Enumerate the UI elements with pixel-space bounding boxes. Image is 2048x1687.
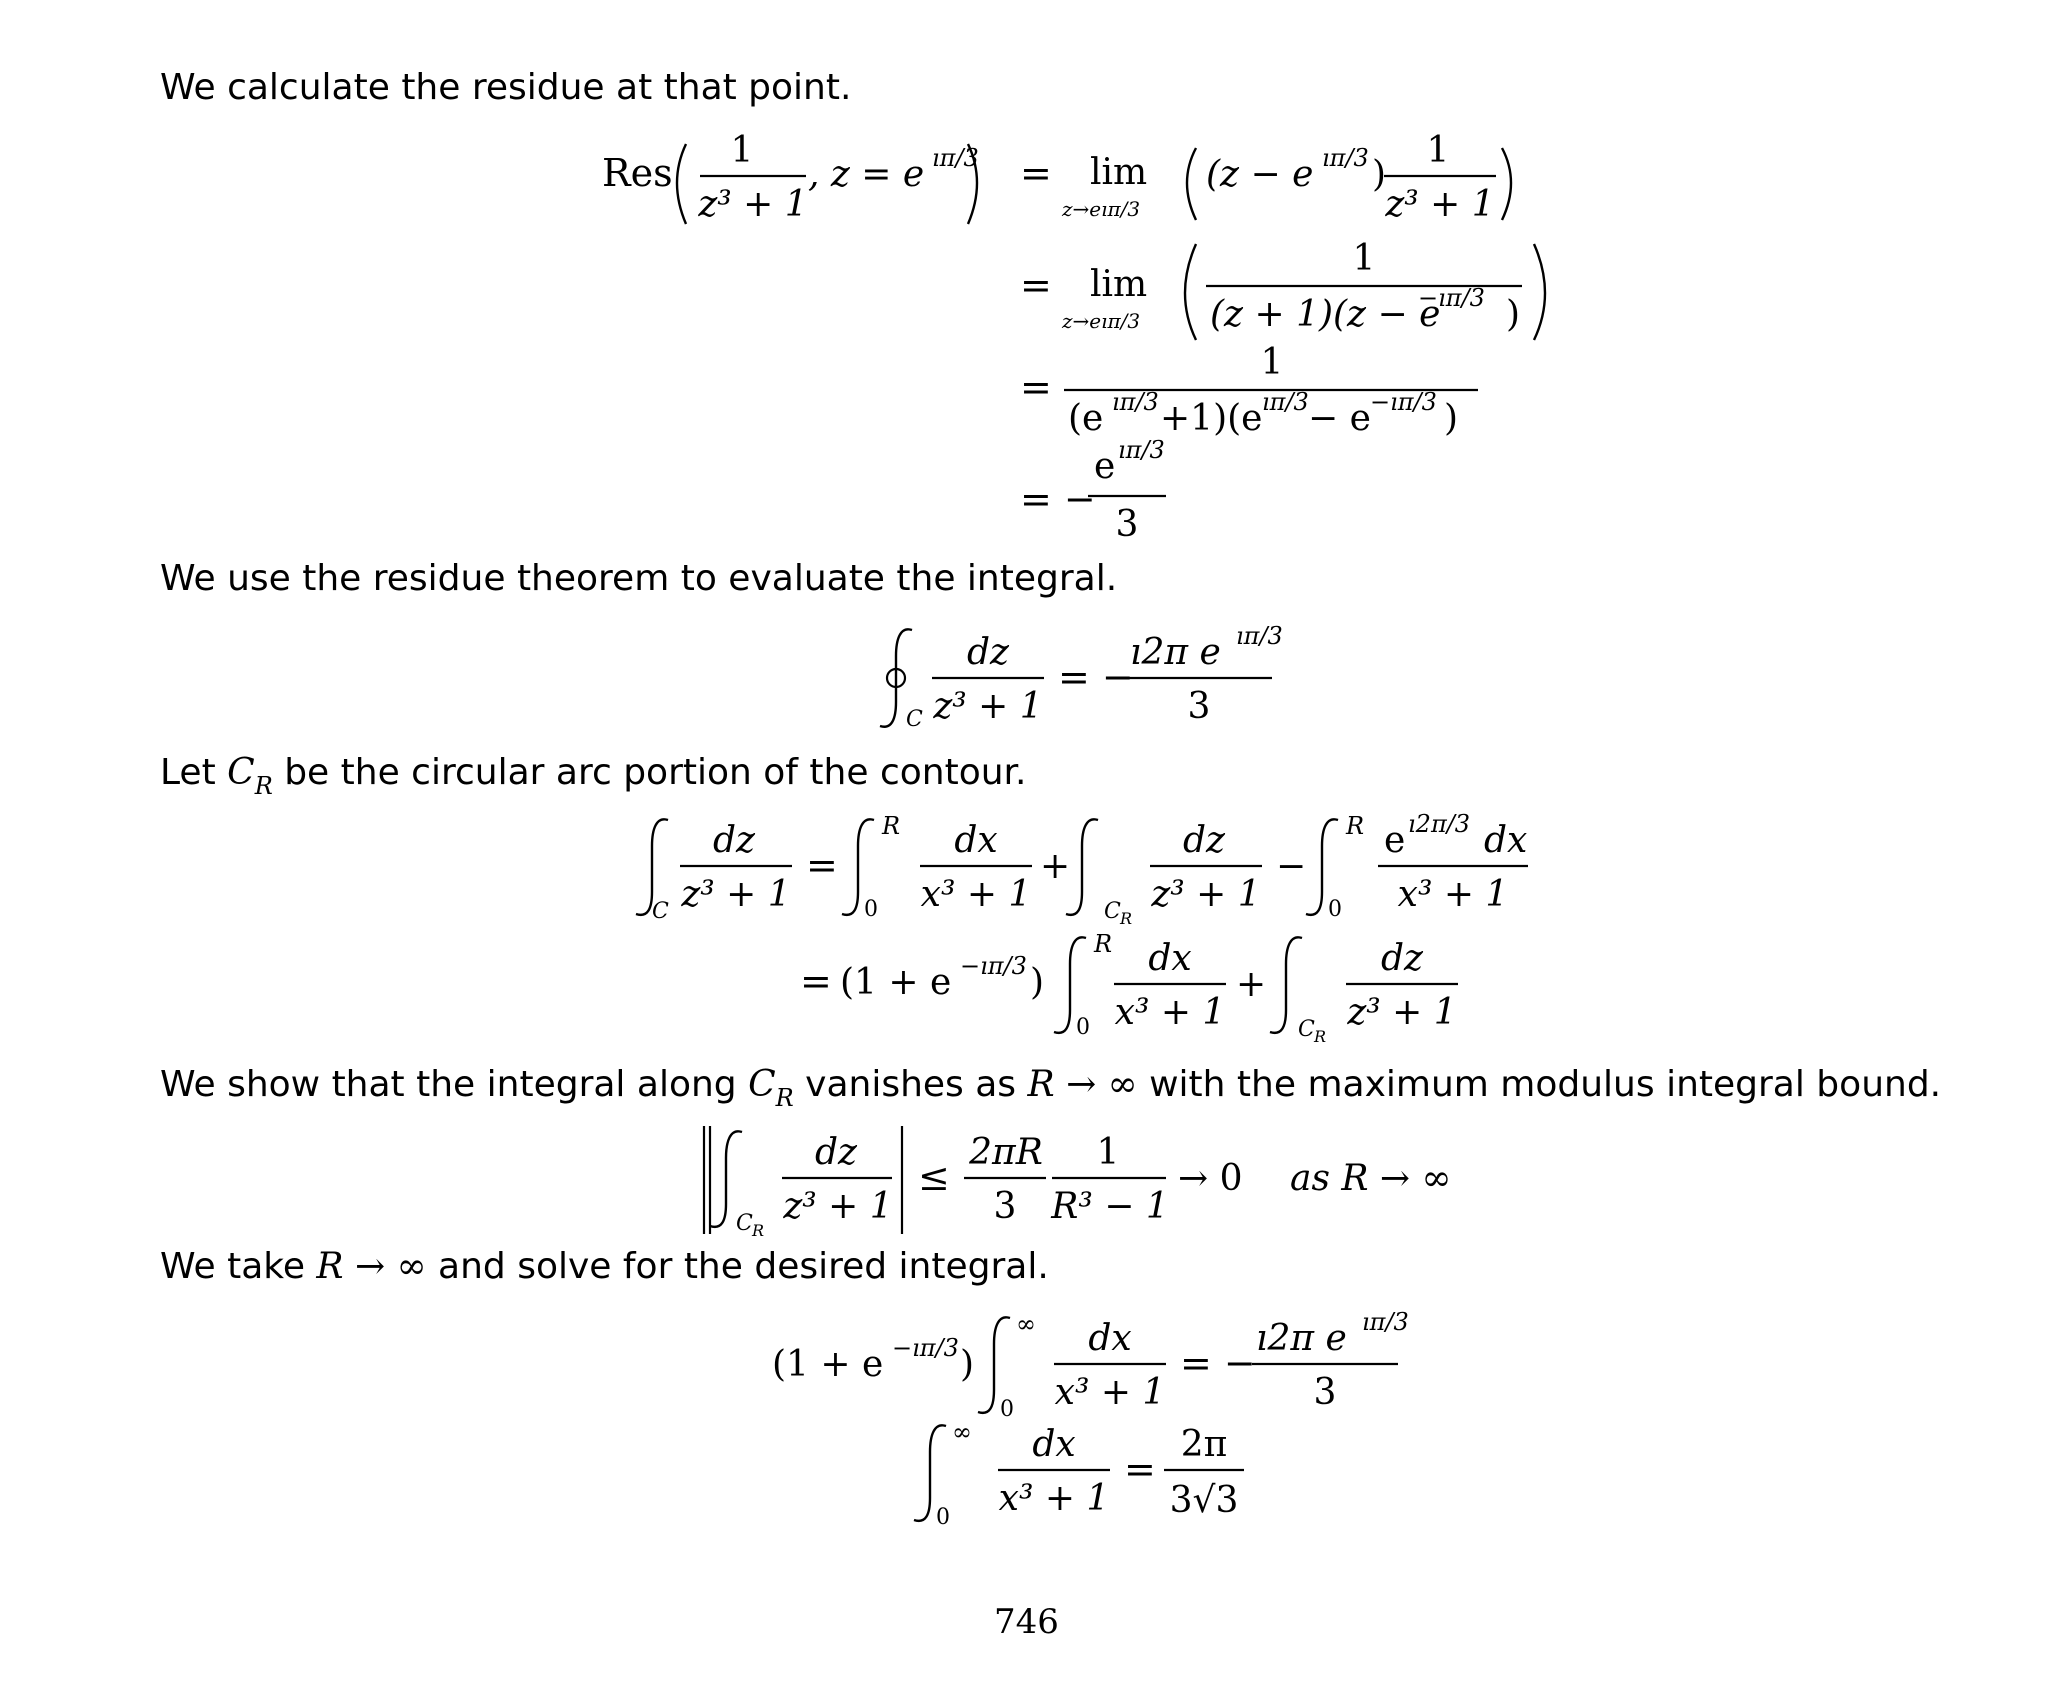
svg-text:x³ + 1: x³ + 1	[920, 874, 1032, 915]
svg-text:1: 1	[1352, 238, 1376, 279]
paragraph-circular-arc: Let $C_R$ be the circular arc portion of the contour.	[160, 752, 1027, 800]
svg-text:e: e	[1384, 820, 1406, 861]
svg-text:x³ + 1: x³ + 1	[998, 1478, 1110, 1519]
svg-text:− e: − e	[1308, 398, 1371, 439]
svg-text:ıπ/3: ıπ/3	[1362, 1308, 1409, 1336]
svg-text:dz: dz	[1380, 938, 1424, 979]
svg-text:lim: lim	[1090, 264, 1148, 305]
svg-text:(1 + e: (1 + e	[840, 962, 952, 1003]
paragraph-max-modulus: We show that the integral along $C_R$ vanishes as R → ∞ with the maximum modulus integral bound.	[160, 1064, 1942, 1112]
svg-text:−ıπ/3: −ıπ/3	[1418, 284, 1485, 312]
svg-text:2πR: 2πR	[969, 1132, 1043, 1173]
paragraph-residue: We calculate the residue at that point.	[160, 67, 852, 108]
svg-text:=: =	[800, 959, 832, 1003]
svg-text:ıπ/3: ıπ/3	[932, 144, 979, 172]
svg-text:dx: dx	[954, 820, 998, 861]
svg-text:1: 1	[1260, 342, 1284, 383]
svg-text:0: 0	[1328, 897, 1342, 922]
equation-final	[0, 1306, 2048, 1546]
svg-text:x³ + 1: x³ + 1	[1054, 1372, 1166, 1413]
svg-text:x³ + 1: x³ + 1	[1397, 874, 1509, 915]
svg-text:(z + 1)(z − e: (z + 1)(z − e	[1210, 294, 1441, 335]
svg-text:ı2π/3: ı2π/3	[1408, 810, 1471, 838]
svg-text:R: R	[1346, 812, 1365, 840]
svg-text:ıπ/3: ıπ/3	[1236, 622, 1283, 650]
svg-text:ıπ/3: ıπ/3	[1118, 436, 1165, 464]
svg-text:R: R	[1120, 909, 1133, 928]
svg-text:dx: dx	[1484, 820, 1528, 861]
svg-text:ı2π e: ı2π e	[1256, 1318, 1347, 1359]
svg-text:, z = e: , z = e	[808, 154, 925, 195]
svg-text:≤: ≤	[918, 1155, 950, 1199]
svg-text:ıπ/3: ıπ/3	[1322, 144, 1369, 172]
svg-text:dx: dx	[1148, 938, 1192, 979]
svg-text:R: R	[752, 1221, 765, 1240]
svg-text:(z − e: (z − e	[1206, 154, 1314, 195]
svg-text:2π: 2π	[1180, 1424, 1228, 1465]
svg-text:−ıπ/3: −ıπ/3	[1370, 388, 1437, 416]
svg-text:R³ − 1: R³ − 1	[1051, 1186, 1169, 1227]
svg-text:z³ + 1: z³ + 1	[1347, 992, 1457, 1033]
svg-text:−: −	[1276, 846, 1307, 887]
svg-text:z→eıπ/3: z→eıπ/3	[1062, 197, 1141, 221]
svg-text:(e: (e	[1068, 398, 1104, 439]
svg-text:1: 1	[730, 130, 754, 171]
svg-text:dz: dz	[814, 1132, 858, 1173]
svg-text:(1 + e: (1 + e	[772, 1344, 884, 1385]
svg-text:+: +	[1236, 964, 1267, 1005]
svg-text:=: =	[806, 843, 838, 887]
svg-text:ıπ/3: ıπ/3	[1112, 388, 1159, 416]
svg-text:= −: = −	[1180, 1341, 1256, 1385]
svg-text:R: R	[1094, 930, 1113, 958]
svg-text:dz: dz	[966, 632, 1010, 673]
svg-text:3: 3	[1187, 686, 1211, 727]
svg-text:R: R	[882, 812, 901, 840]
svg-text:dx: dx	[1088, 1318, 1132, 1359]
svg-text:): )	[1444, 398, 1459, 439]
svg-text:z³ + 1: z³ + 1	[698, 184, 808, 225]
svg-text:∞: ∞	[952, 1418, 972, 1446]
svg-text:1: 1	[1426, 130, 1450, 171]
svg-text:e: e	[1094, 446, 1116, 487]
paragraph-take-limit: We take R → ∞ and solve for the desired integral.	[160, 1246, 1049, 1287]
svg-text:=: =	[1124, 1447, 1156, 1491]
svg-text:z³ + 1: z³ + 1	[933, 686, 1043, 727]
svg-text:0: 0	[864, 897, 878, 922]
svg-text:z→eıπ/3: z→eıπ/3	[1062, 309, 1141, 333]
svg-text:0: 0	[1076, 1015, 1090, 1040]
svg-text:ı2π e: ı2π e	[1130, 632, 1221, 673]
svg-text:∞: ∞	[1016, 1310, 1036, 1338]
svg-text:dz: dz	[712, 820, 756, 861]
svg-text:−ıπ/3: −ıπ/3	[892, 1334, 959, 1362]
equation-split-integral	[0, 810, 2048, 1046]
page-number: 746	[994, 1602, 1059, 1642]
svg-text:ıπ/3: ıπ/3	[1262, 388, 1309, 416]
paragraph-residue-theorem: We use the residue theorem to evaluate the integral.	[160, 558, 1118, 599]
equation-contour-integral	[0, 620, 2048, 740]
svg-text:x³ + 1: x³ + 1	[1114, 992, 1226, 1033]
svg-text:C: C	[1104, 899, 1121, 924]
svg-text:= −: = −	[1058, 655, 1134, 699]
svg-text:dx: dx	[1032, 1424, 1076, 1465]
svg-text:−ıπ/3: −ıπ/3	[960, 952, 1027, 980]
svg-text:0: 0	[1000, 1397, 1014, 1422]
svg-text:3√3: 3√3	[1169, 1480, 1239, 1521]
svg-text:0: 0	[936, 1505, 950, 1530]
svg-text:3: 3	[1115, 504, 1139, 545]
svg-text:): )	[1030, 962, 1045, 1003]
svg-text:=: =	[1020, 151, 1052, 195]
svg-text:1: 1	[1096, 1132, 1120, 1173]
svg-text:): )	[1506, 294, 1521, 335]
equation-bound	[0, 1122, 2048, 1242]
equation-residue	[0, 120, 2048, 560]
svg-text:): )	[960, 1344, 975, 1385]
svg-text:z³ + 1: z³ + 1	[681, 874, 791, 915]
svg-text:=: =	[1020, 365, 1052, 409]
svg-text:= −: = −	[1020, 477, 1096, 521]
svg-text:C: C	[906, 707, 923, 732]
res-label: Res	[602, 151, 673, 195]
svg-text:C: C	[736, 1211, 753, 1236]
svg-text:+1)(e: +1)(e	[1160, 398, 1263, 439]
svg-text:R: R	[1314, 1027, 1327, 1046]
svg-text:→ 0: → 0	[1178, 1158, 1243, 1199]
svg-text:as R → ∞: as R → ∞	[1290, 1158, 1452, 1199]
svg-text:+: +	[1040, 846, 1071, 887]
paren-left	[677, 144, 686, 224]
svg-text:lim: lim	[1090, 152, 1148, 193]
svg-text:): )	[1372, 154, 1387, 195]
svg-text:C: C	[1298, 1017, 1315, 1042]
svg-text:C: C	[652, 899, 669, 924]
svg-text:z³ + 1: z³ + 1	[783, 1186, 893, 1227]
svg-text:3: 3	[1313, 1372, 1337, 1413]
svg-text:z³ + 1: z³ + 1	[1385, 184, 1495, 225]
svg-text:z³ + 1: z³ + 1	[1151, 874, 1261, 915]
svg-text:3: 3	[993, 1186, 1017, 1227]
svg-text:dz: dz	[1182, 820, 1226, 861]
svg-text:=: =	[1020, 263, 1052, 307]
